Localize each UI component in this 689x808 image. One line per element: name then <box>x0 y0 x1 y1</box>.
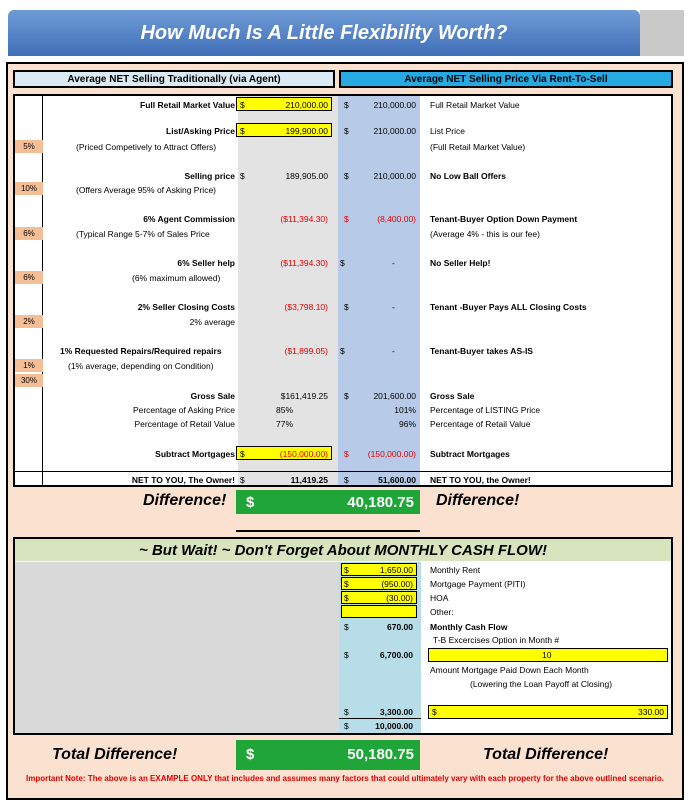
rts-value: - <box>392 302 395 312</box>
rts-value: 101% <box>394 405 416 415</box>
row-label: 6% Agent Commission <box>143 214 235 224</box>
row-label: Percentage of Retail Value <box>134 419 235 429</box>
currency: $ <box>344 449 349 459</box>
rts-value: - <box>392 258 395 268</box>
row-sub: (1% average, depending on Condition) <box>68 361 214 371</box>
cash-label: Monthly Cash Flow <box>430 622 508 632</box>
currency: $ <box>344 650 349 660</box>
currency: $ <box>344 593 349 603</box>
rts-label: Tenant-Buyer takes AS-IS <box>430 346 533 356</box>
banner-corner <box>640 10 684 56</box>
rent-value: 1,650.00 <box>379 565 413 575</box>
row-label: 6% Seller help <box>177 258 235 268</box>
pct-cell: 6% <box>15 227 43 240</box>
option-month-value: 10 <box>542 650 552 660</box>
row-sub: 2% average <box>189 317 235 327</box>
net-value: 11,419.25 <box>290 475 328 485</box>
rts-sub: (Full Retail Market Value) <box>430 142 526 152</box>
currency: $ <box>344 475 349 485</box>
currency: $ <box>344 579 349 589</box>
rts-label: No Low Ball Offers <box>430 171 507 181</box>
currency: $ <box>344 565 349 575</box>
rts-label: Tenant-Buyer Option Down Payment <box>430 214 578 224</box>
row-label: NET TO YOU, The Owner! <box>131 475 235 485</box>
currency: $ <box>240 449 245 459</box>
difference-label: Difference! <box>436 492 520 509</box>
row-sub: (Typical Range 5-7% of Sales Price <box>76 229 210 239</box>
sell-value: 189,905.00 <box>285 171 328 181</box>
help-value: ($11,394.30) <box>280 258 328 268</box>
important-note: Important Note: The above is an EXAMPLE ONLY that includes and assumes many factors that could ultimately vary with each property for the above outlined scenario. <box>26 774 664 783</box>
currency: $ <box>340 346 345 356</box>
total-difference-label: Total Difference! <box>483 746 609 763</box>
currency: $ <box>344 707 349 717</box>
rts-label: Tenant -Buyer Pays ALL Closing Costs <box>430 302 587 312</box>
flow-value: 670.00 <box>387 622 413 632</box>
pct-cell: 10% <box>15 182 43 195</box>
pct-cell: 2% <box>15 315 43 328</box>
pct-cell: 5% <box>15 140 43 153</box>
header-rent-to-sell: Average NET Selling Price Via Rent-To-Sell <box>339 70 673 88</box>
rts-label: Percentage of LISTING Price <box>430 405 541 415</box>
pct-cell: 30% <box>15 374 43 387</box>
row-label: Subtract Mortgages <box>155 449 235 459</box>
paydown-value: 330.00 <box>638 707 664 717</box>
currency: $ <box>344 302 349 312</box>
currency: $ <box>344 622 349 632</box>
rts-value: 96% <box>398 419 416 429</box>
cash-label: HOA <box>430 593 449 603</box>
blank-area <box>15 562 339 733</box>
rts-label: No Seller Help! <box>430 258 491 268</box>
rts-label: Gross Sale <box>430 391 475 401</box>
row-label: 1% Requested Repairs/Required repairs <box>60 346 222 356</box>
rts-value: (8,400.00) <box>377 214 416 224</box>
commission-value: ($11,394.30) <box>280 214 328 224</box>
total-difference-label: Total Difference! <box>52 746 178 763</box>
total-difference-value: 50,180.75 <box>347 746 414 763</box>
rts-label: Subtract Mortgages <box>430 449 510 459</box>
rts-value: 210,000.00 <box>373 126 416 136</box>
retail-value: 210,000.00 <box>285 100 328 110</box>
cash-flow-header: ~ But Wait! ~ Don't Forget About MONTHLY CASH FLOW! <box>15 539 671 561</box>
rts-value: 201,600.00 <box>373 391 416 401</box>
currency: $ <box>340 258 345 268</box>
piti-value: (950.00) <box>381 579 413 589</box>
currency: $ <box>240 475 245 485</box>
currency: $ <box>344 126 349 136</box>
currency: $ <box>240 100 245 110</box>
paydown-total-value: 3,300.00 <box>379 707 413 717</box>
currency: $ <box>344 214 349 224</box>
currency: $ <box>246 494 255 511</box>
repair-value: ($1,899.05) <box>284 346 328 356</box>
cash-sub: (Lowering the Loan Payoff at Closing) <box>470 679 613 689</box>
row-label: Selling price <box>184 171 235 181</box>
other-cell[interactable] <box>341 605 417 618</box>
rts-label: Percentage of Retail Value <box>430 419 531 429</box>
rts-label: List Price <box>430 126 465 136</box>
percent-column <box>15 96 43 485</box>
mortgage-value: (150,000.00) <box>279 449 328 459</box>
pct-retail-value: 77% <box>276 419 294 429</box>
rts-value: 51,600.00 <box>378 475 416 485</box>
cash-total-value: 6,700.00 <box>379 650 413 660</box>
currency: $ <box>344 100 349 110</box>
row-sub: (Priced Competively to Attract Offers) <box>76 142 217 152</box>
pct-cell: 6% <box>15 271 43 284</box>
currency: $ <box>240 126 245 136</box>
difference-value: 40,180.75 <box>347 494 414 511</box>
cash-label: T-B Excercises Option in Month # <box>433 635 560 645</box>
divider <box>236 530 420 532</box>
currency: $ <box>344 171 349 181</box>
difference-label: Difference! <box>143 492 227 509</box>
row-label: Full Retail Market Value <box>140 100 235 110</box>
row-label: Gross Sale <box>190 391 235 401</box>
list-value: 199,900.00 <box>285 126 328 136</box>
row-sub: (6% maximum allowed) <box>132 273 221 283</box>
hoa-value: (30.00) <box>386 593 413 603</box>
header-traditional: Average NET Selling Traditionally (via Agent) <box>13 70 335 88</box>
divider <box>339 718 421 719</box>
row-sub: (Offers Average 95% of Asking Price) <box>76 185 217 195</box>
currency: $ <box>344 391 349 401</box>
row-label: 2% Seller Closing Costs <box>137 302 235 312</box>
rts-sub: (Average 4% - this is our fee) <box>430 229 540 239</box>
pct-cell: 1% <box>15 359 43 372</box>
currency: $ <box>432 707 437 717</box>
rts-value: - <box>392 346 395 356</box>
row-label: Percentage of Asking Price <box>132 405 235 415</box>
closing-value: ($3,798.10) <box>284 302 328 312</box>
rts-label: Full Retail Market Value <box>430 100 520 110</box>
grand-cash-value: 10,000.00 <box>375 721 413 731</box>
cash-label: Monthly Rent <box>430 565 481 575</box>
cash-label: Amount Mortgage Paid Down Each Month <box>430 665 589 675</box>
row-label: List/Asking Price <box>166 126 235 136</box>
currency: $ <box>344 721 349 731</box>
divider <box>15 471 671 472</box>
rts-value: 210,000.00 <box>373 171 416 181</box>
page-title: How Much Is A Little Flexibility Worth? <box>8 10 640 56</box>
currency: $ <box>240 171 245 181</box>
rts-value: 210,000.00 <box>373 100 416 110</box>
rts-label: NET TO YOU, the Owner! <box>430 475 531 485</box>
cash-label: Other: <box>430 607 454 617</box>
cash-label: Mortgage Payment (PITI) <box>430 579 526 589</box>
currency: $ <box>246 746 255 763</box>
pct-ask-value: 85% <box>276 405 294 415</box>
rts-value: (150,000.00) <box>367 449 416 459</box>
gross-value: $161,419.25 <box>280 391 328 401</box>
